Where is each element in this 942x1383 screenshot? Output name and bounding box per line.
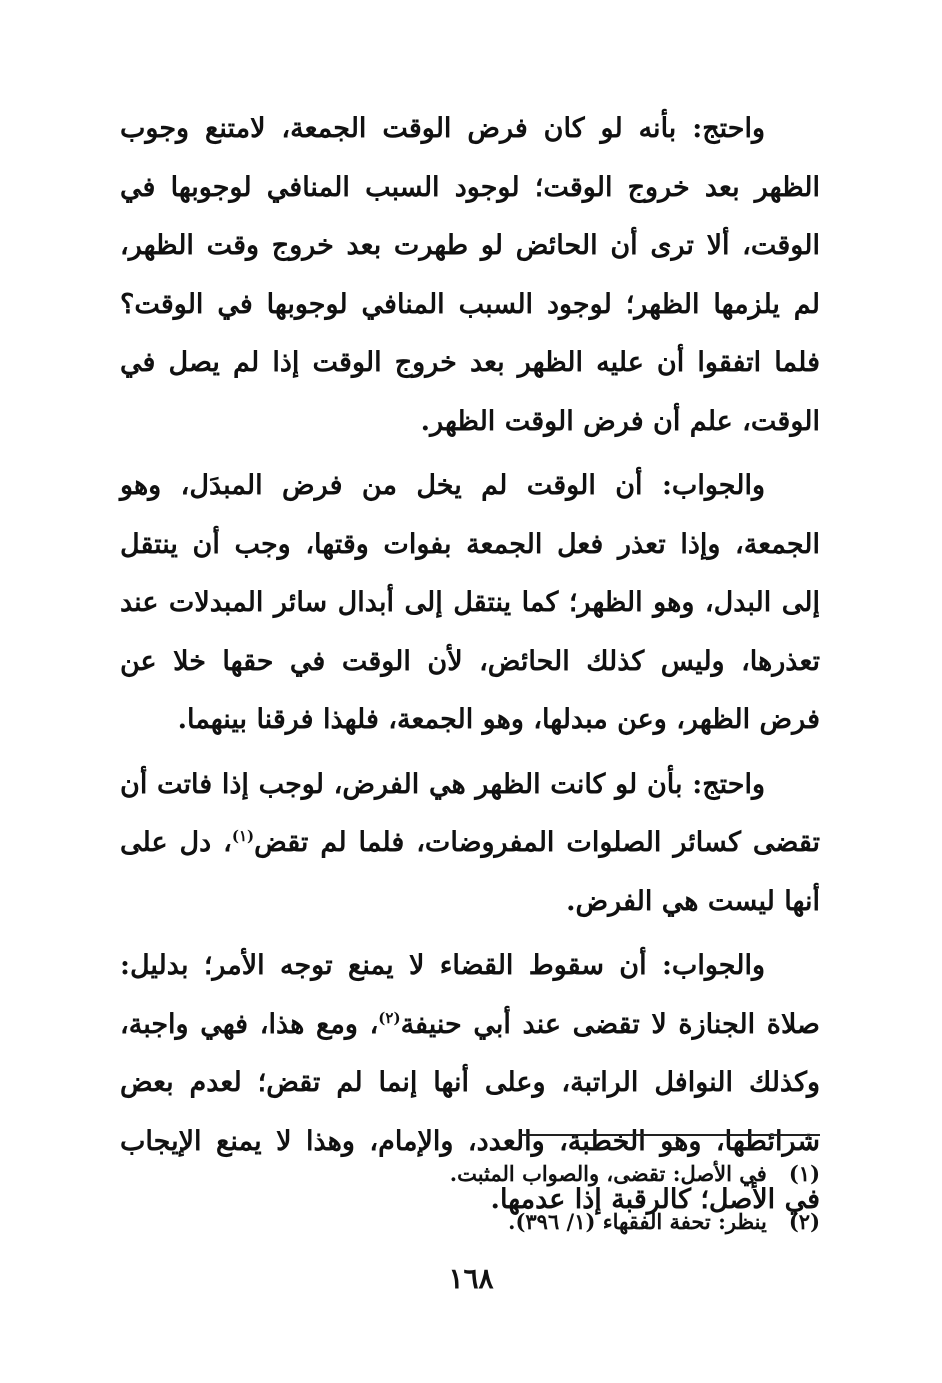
- page-number: ١٦٨: [448, 1262, 494, 1295]
- footnote-reference[interactable]: (٢): [378, 1008, 401, 1027]
- footnote-item: [120, 1198, 820, 1246]
- paragraph-text: ، ومع هذا، فهي واجبة، وكذلك النوافل الراتبة، وعلى أنها إنما لم تقض؛ لعدم بعض شرائطها، وهو الخطبة، والعدد، والإمام، وهذا لا يمنع الإيجاب في الأصل؛ كالرقبة إذا عدمها.: [120, 1008, 820, 1215]
- paragraph-text: ، دل على أنها ليست هي الفرض.: [120, 827, 820, 917]
- footnote-item: [120, 1150, 820, 1198]
- paragraph-text: والجواب: أن سقوط القضاء لا يمنع توجه الأمر؛ بدليل: صلاة الجنازة لا تقضى عند أبي حنيفة: [120, 950, 820, 1040]
- footnote-number: (٢): [788, 1209, 820, 1234]
- paragraph: والجواب: أن الوقت لم يخل من فرض المبدَل، وهو الجمعة، وإذا تعذر فعل الجمعة بفوات وقتها، وجب أن ينتقل إلى البدل، وهو الظهر؛ كما ينتقل إلى أبدال سائر المبدلات عند تعذرها، وليس كذلك الحائض، لأن الوقت في حقها خلا عن فرض الظهر، وعن مبدلها، وهو الجمعة، فلهذا فرقنا بينهما.: [120, 470, 820, 735]
- footnote-divider: [520, 1134, 820, 1136]
- footnote-reference[interactable]: (١): [231, 827, 255, 845]
- footnotes: [120, 1150, 820, 1246]
- footnote-text: ينظر: تحفة الفقهاء (١/ ٣٩٦).: [508, 1209, 767, 1234]
- page-body: [120, 100, 820, 1236]
- footnote-number: (١): [788, 1161, 820, 1186]
- footnote-text: في الأصل: تقضى، والصواب المثبت.: [449, 1161, 767, 1186]
- paragraph: واحتج: بأنه لو كان فرض الوقت الجمعة، لامتنع وجوب الظهر بعد خروج الوقت؛ لوجود السبب المنافي لوجوبها في الوقت، ألا ترى أن الحائض لو طهرت بعد خروج وقت الظهر، لم يلزمها الظهر؛ لوجود السبب المنافي لوجوبها في الوقت؟ فلما اتفقوا أن عليه الظهر بعد خروج الوقت إذا لم يصل في الوقت، علم أن فرض الوقت الظهر.: [120, 113, 820, 437]
- paragraph-text: واحتج: بأن لو كانت الظهر هي الفرض، لوجب إذا فاتت أن تقضى كسائر الصلوات المفروضات، فلما لم تقض: [120, 768, 820, 858]
- paragraph: [120, 756, 820, 932]
